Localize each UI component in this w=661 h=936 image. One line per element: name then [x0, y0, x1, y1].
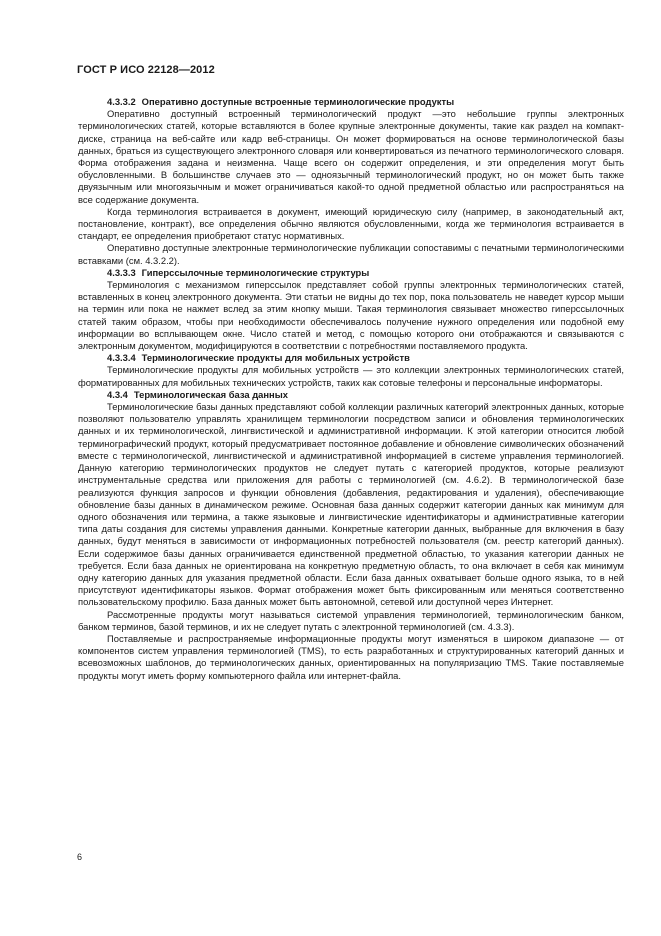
section-heading — [78, 352, 624, 364]
section-heading — [78, 96, 624, 108]
paragraph: Рассмотренные продукты могут называться системой управления терминологией, терминологическим банком, банком терминов, базой терминов, и их не следует путать с электронной терминологией (см. 4.3.3). — [78, 608, 624, 632]
paragraph: Терминологические базы данных представляют собой коллекции различных категорий электронных данных, которые позволяют пользователю управлять хранилищем терминологии посредством записи и обновления терминологических данных и их терминологической, лингвистической и административной информации. К этой категории относится любой терминографический продукт, который предусматривает постоянное добавление и обновление символических обозначений вместе с терминологической, лингвистической и административной информацией в системе управления терминологией. Данную категорию терминологических продуктов не следует путать с категорией продуктов, которые реализуют инструментальные средства или приложения для работы с терминологией (см. 4.6.2). В терминологической базе реализуются функция запросов и функции обновления (добавления, редактирования и удаления), обеспечивающие обновление базы данных в динамическом режиме. Основная база данных содержит категории данных как минимум для одного обозначения или термина, а также языковые и лингвистические идентификаторы и административные категории типа даты создания для системы управления данными. Конкретные категории данных, выбранные для включения в базу данных, будут меняться в зависимости от информационных потребностей пользователя (см. реестр категорий данных). Если содержимое базы данных ограничивается единственной предметной областью, то указания категории данных не требуется. Если база данных не ориентирована на конкретную предметную область, то она включает в себя как минимум одну категорию данных для указания предметной области. Если база данных охватывает больше одного языка, то в ней присутствуют идентификаторы языков. Формат отображения может быть фиксированным или меняться соответственно пользовательскому профилю. База данных может быть автономной, сетевой или доступной через Интернет. — [78, 401, 624, 608]
section-title: Терминологическая база данных — [133, 388, 288, 400]
paragraph: Поставляемые и распространяемые информационные продукты могут изменяться в широком диапазоне — от компонентов систем управления терминологией (TMS), то есть разработанных и структурированных категорий данных и всевозможных шаблонов, до терминологических данных, ориентированных на популяризацию TMS. Такие поставляемые продукты могут иметь форму компьютерного файла или интернет-файла. — [78, 632, 624, 681]
document-body — [78, 96, 624, 682]
paragraph: Терминология с механизмом гиперссылок представляет собой группы электронных терминологических статей, вставленных в конец электронного документа. Эти статьи не видны до тех пор, пока пользователь не наведет курсор мыши на термин или пока не нажмет вслед за этим кнопку мыши. Такая терминология связывает множество гиперссылочных статей таким образом, чтобы при необходимости обеспечивалось получение нужного определения или подобной ему информации во всплывающем окне. Число статей и метод, с помощью которого они отображаются и связываются с электронным документом, модифицируются в соответствии с потребностями поставляемого продукта. — [78, 279, 624, 352]
section-heading — [78, 267, 624, 279]
section-title: Оперативно доступные встроенные терминологические продукты — [141, 96, 455, 107]
section-title: Терминологические продукты для мобильных устройств — [141, 352, 410, 364]
paragraph: Оперативно доступный встроенный терминологический продукт —это небольшие группы электронных терминологических статей, которые вставляются в более крупные электронные документы, такие как раздел на компакт-диске, страница на веб-сайте или кадр веб-страницы. Он может формироваться на основе терминологической базы данных, браться из существующего электронного словаря или конвертироваться из печатного терминологического словаря. Форма отображения задана и неизменна. Чаще всего он содержит определения, и эти определения могут быть обусловленными. В большинстве случаев это — одноязычный терминологический продукт, но он может быть также двуязычным или многоязычным и может ограничиваться какой-то одной предметной областью или распространяться на все содержание документа. — [78, 108, 624, 205]
paragraph: Терминологические продукты для мобильных устройств — это коллекции электронных терминологических статей, форматированных для мобильных технических устройств, таких как сотовые телефоны и персональные информаторы. — [78, 364, 624, 388]
section-number: 4.3.3.2 — [107, 96, 136, 107]
section-title: Гиперссылочные терминологические структуры — [141, 266, 370, 278]
section-number: 4.3.3.3 — [107, 266, 136, 278]
paragraph: Когда терминология встраивается в документ, имеющий юридическую силу (например, в законодательный акт, постановление, контракт), все определения обычно являются обусловленными, когда же терминология встраивается в стандарт, ее определения приобретают статус нормативных. — [78, 205, 624, 242]
section-heading — [78, 389, 624, 401]
section-number: 4.3.3.4 — [107, 352, 136, 364]
page-number: 6 — [77, 852, 83, 862]
document-header: ГОСТ Р ИСО 22128—2012 — [77, 64, 215, 76]
section-number: 4.3.4 — [107, 388, 128, 400]
paragraph: Оперативно доступные электронные терминологические публикации сопоставимы с печатными терминологическими вставками (см. 4.3.2.2). — [78, 242, 624, 266]
